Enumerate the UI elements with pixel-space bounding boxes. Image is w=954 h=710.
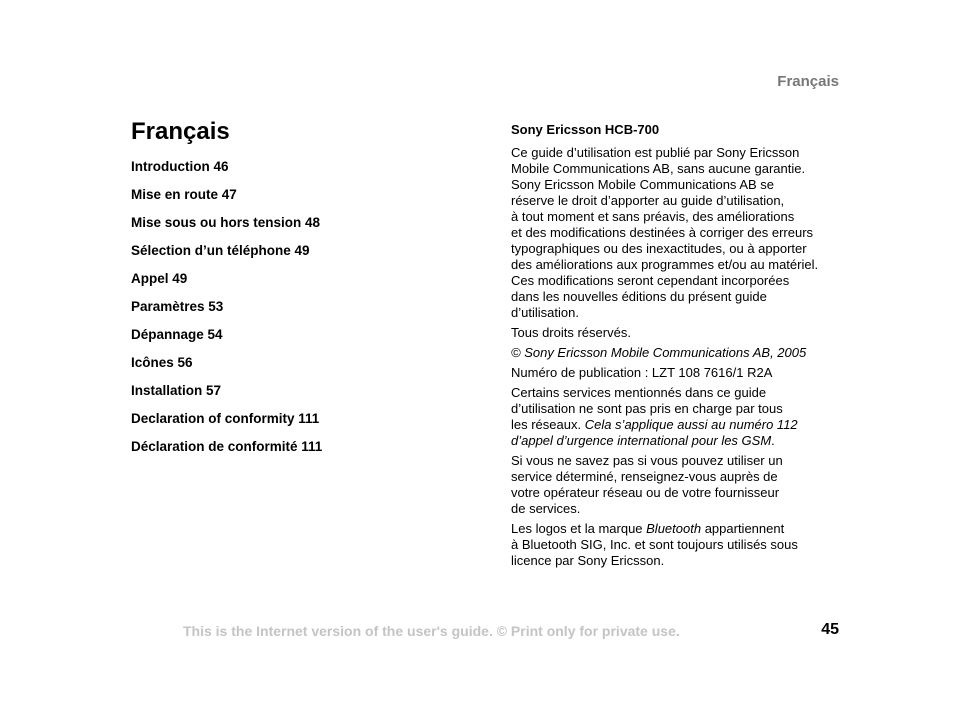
text-line: typographiques ou des inexactitudes, ou à apporter	[511, 241, 807, 256]
toc-item-declaration-of-conformity[interactable]: Declaration of conformity 111	[131, 411, 320, 426]
toc-item-icones[interactable]: Icônes 56	[131, 355, 193, 370]
page-number: 45	[821, 621, 839, 638]
toc-item-introduction[interactable]: Introduction 46	[131, 159, 229, 174]
text-line: d’utilisation.	[511, 305, 579, 320]
text-line: des améliorations aux programmes et/ou au matériel.	[511, 257, 819, 272]
text-run: .	[771, 433, 775, 448]
publication-number: Numéro de publication : LZT 108 7616/1 R2A	[511, 365, 773, 380]
text-line	[511, 521, 851, 537]
product-title: Sony Ericsson HCB-700	[511, 122, 660, 137]
emergency-note: Cela s’applique aussi au numéro 112	[584, 417, 798, 432]
text-line: licence par Sony Ericsson.	[511, 553, 665, 568]
disclaimer-paragraph	[511, 145, 851, 321]
text-line: dans les nouvelles éditions du présent guide	[511, 289, 767, 304]
emergency-note-cont: d’appel d’urgence international pour les GSM	[511, 433, 772, 448]
toc-item-appel[interactable]: Appel 49	[131, 271, 188, 286]
text-line: Mobile Communications AB, sans aucune garantie.	[511, 161, 806, 176]
text-line: votre opérateur réseau ou de votre fournisseur	[511, 485, 780, 500]
text-line: de services.	[511, 501, 581, 516]
text-run: Les logos et la marque	[511, 521, 647, 536]
text-line: et des modifications destinées à corriger des erreurs	[511, 225, 814, 240]
text-line: Certains services mentionnés dans ce guide	[511, 385, 767, 400]
toc-item-depannage[interactable]: Dépannage 54	[131, 327, 223, 342]
text-line	[511, 433, 851, 449]
bluetooth-trademark: Bluetooth	[646, 521, 702, 536]
text-line: service déterminé, renseignez-vous auprès de	[511, 469, 778, 484]
toc-item-mise-sous-tension[interactable]: Mise sous ou hors tension 48	[131, 215, 321, 230]
table-of-contents-column	[131, 116, 471, 466]
toc-item-mise-en-route[interactable]: Mise en route 47	[131, 187, 237, 202]
toc-item-installation[interactable]: Installation 57	[131, 383, 222, 398]
text-line	[511, 417, 851, 433]
footer-notice: This is the Internet version of the user's guide. © Print only for private use.	[183, 623, 680, 639]
copyright-line	[511, 345, 851, 361]
text-run: les réseaux.	[511, 417, 585, 432]
toc-item-declaration-de-conformite[interactable]: Déclaration de conformité 111	[131, 439, 323, 454]
toc-item-selection-telephone[interactable]: Sélection d’un téléphone 49	[131, 243, 310, 258]
text-line: réserve le droit d’apporter au guide d’utilisation,	[511, 193, 785, 208]
copyright-text: © Sony Ericsson Mobile Communications AB, 2005	[511, 345, 807, 360]
toc-list	[131, 158, 471, 466]
running-header: Français	[777, 73, 839, 90]
text-run: appartiennent	[701, 521, 785, 536]
legal-notice-column	[511, 121, 851, 573]
text-line: Sony Ericsson Mobile Communications AB se	[511, 177, 775, 192]
page-title: Français	[131, 118, 230, 145]
text-line: à Bluetooth SIG, Inc. et sont toujours utilisés sous	[511, 537, 798, 552]
operator-paragraph	[511, 453, 851, 517]
toc-item-parametres[interactable]: Paramètres 53	[131, 299, 224, 314]
text-line: à tout moment et sans préavis, des améliorations	[511, 209, 795, 224]
text-line: Ces modifications seront cependant incorporées	[511, 273, 790, 288]
text-line: Si vous ne savez pas si vous pouvez utiliser un	[511, 453, 783, 468]
rights-reserved: Tous droits réservés.	[511, 325, 631, 340]
trademark-paragraph	[511, 521, 851, 569]
services-paragraph	[511, 385, 851, 449]
text-line: Ce guide d’utilisation est publié par Sony Ericsson	[511, 145, 800, 160]
text-line: d’utilisation ne sont pas pris en charge par tous	[511, 401, 783, 416]
